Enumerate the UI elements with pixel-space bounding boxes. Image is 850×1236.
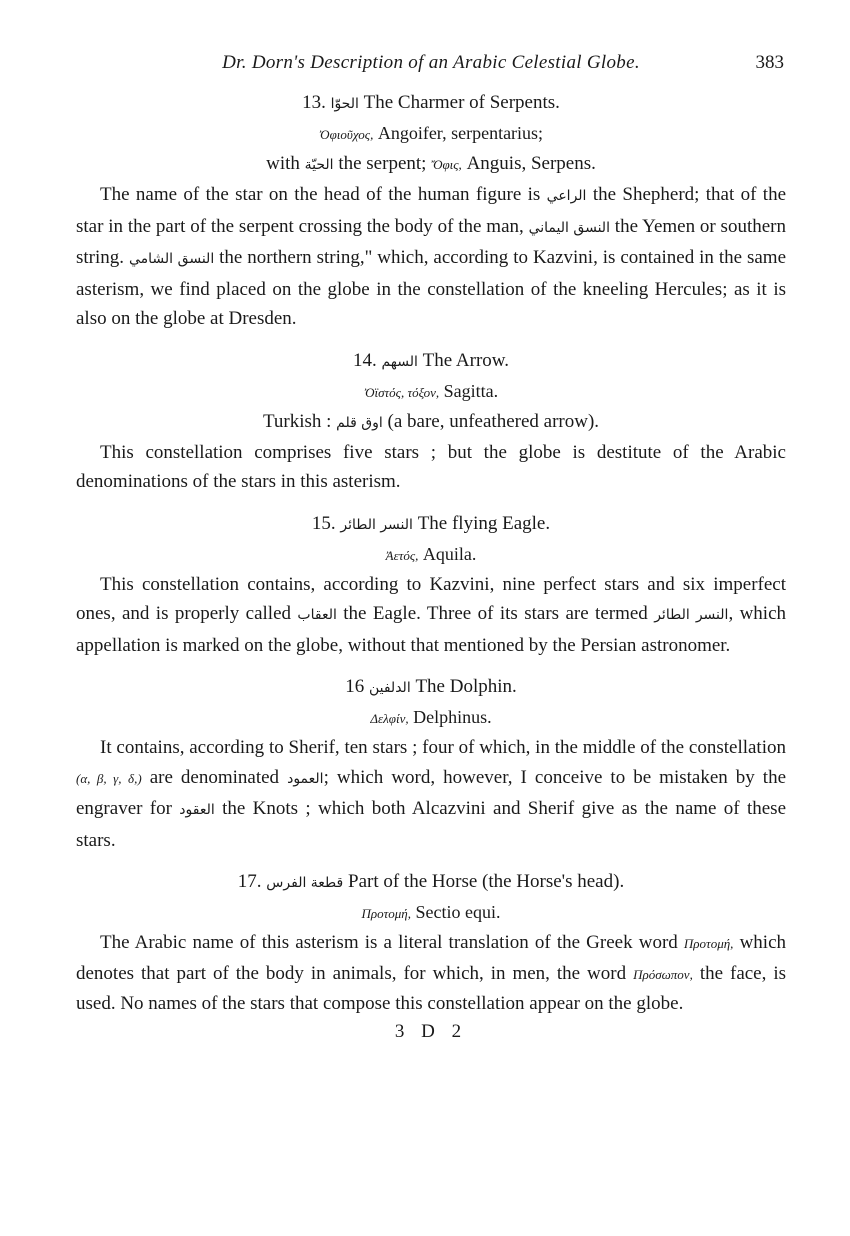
arabic-term: العقاب	[297, 607, 337, 623]
running-title: Dr. Dorn's Description of an Arabic Celestial Globe.	[222, 52, 640, 73]
section-15-paragraph: This constellation contains, according to Kazvini, nine perfect stars and six imperfect ones, and is properly called العقاب the Eagle. Three of its stars are termed النسر الطائر, which appellation is marked on the globe, without that mentioned by the Persian astronomer.	[76, 573, 787, 656]
section-13-title: 13. الحوّا The Charmer of Serpents.	[302, 92, 560, 113]
section-16-greek: Δελφίν, Delphinus.	[370, 707, 492, 727]
running-header	[76, 52, 786, 88]
greek-term: Ὀϊστός, τόξον,	[363, 384, 440, 400]
turkish-term: اوق قلم	[336, 414, 383, 431]
section-16-paragraph: It contains, according to Sherif, ten stars ; four of which, in the middle of the constellation (α, β, γ, δ,) are denominated العمود; which word, however, I conceive to be mistaken by the engraver for العقود the Knots ; which both Alcazvini and Sherif give as the name of these stars.	[76, 737, 787, 851]
section-14-greek: Ὀϊστός, τόξον, Sagitta.	[363, 380, 499, 401]
greek-term: Ὀφιοῦχος,	[318, 127, 374, 142]
arabic-term: النسق اليماني	[528, 219, 610, 236]
arabic-term: العقود	[179, 802, 215, 818]
section-13-greek: Ὀφιοῦχος, Angoifer, serpentarius;	[318, 123, 544, 143]
greek-term: Πρόσωπον,	[633, 966, 693, 982]
page	[76, 52, 786, 1043]
arabic-term: النسر الطائر	[340, 516, 413, 533]
section-14-title: 14. السهم The Arrow.	[352, 349, 510, 371]
signature-mark: 3 D 2	[394, 1020, 468, 1042]
greek-term: Προτομή,	[683, 936, 734, 951]
greek-term: Ἀετός,	[385, 547, 419, 563]
section-13-extra: with الحيّة the serpent; Ὄφις, Anguis, Serpens.	[266, 153, 596, 174]
section-17-paragraph: The Arabic name of this asterism is a literal translation of the Greek word Προτομή, which denotes that part of the body in animals, for which, in men, the word Πρόσωπον, the face, is used. No names of the stars that compose this constellation appear on the globe.	[76, 932, 787, 1014]
arabic-term: الدلفين	[368, 680, 411, 696]
section-17-greek: Προτομή, Sectio equi.	[361, 902, 501, 922]
section-14-paragraph: This constellation comprises five stars ; but the globe is destitute of the Arabic denominations of the stars in this asterism.	[76, 441, 786, 492]
arabic-term: النسق الشامي	[128, 251, 215, 267]
section-15-greek: Ἀετός, Aquila.	[385, 543, 477, 564]
section-17-title: 17. قطعة الفرس Part of the Horse (the Horse's head).	[237, 871, 625, 892]
section-16-title: 16 الدلفين The Dolphin.	[345, 676, 517, 697]
arabic-term: العمود	[287, 770, 324, 787]
arabic-term: السهم	[381, 353, 418, 370]
section-13-paragraph: The name of the star on the head of the human figure is الراعي the Shepherd; that of the star in the part of the serpent crossing the body of the man, النسق اليماني the Yemen or southern string. النسق الشامي the northern string," which, according to Kazvini, is contained in the same asterism, we find placed on the globe in the constellation of the kneeling Hercules; as it is also on the globe at Dresden.	[76, 184, 787, 329]
arabic-term: الراعي	[546, 188, 587, 204]
section-14-turkish: Turkish : اوق قلم (a bare, unfeathered arrow).	[262, 410, 600, 432]
arabic-term: قطعة الفرس	[266, 875, 344, 891]
arabic-term: الحوّا	[330, 96, 359, 112]
page-number: 383	[755, 52, 784, 73]
greek-term: Δελφίν,	[370, 711, 409, 726]
section-15-title: 15. النسر الطائر The flying Eagle.	[311, 512, 551, 534]
greek-term: Ὄφις,	[431, 157, 462, 172]
arabic-term: النسر الطائر	[654, 607, 729, 623]
greek-letters: (α, β, γ, δ,)	[76, 770, 142, 786]
greek-term: Προτομή,	[361, 906, 412, 921]
arabic-term: الحيّة	[304, 157, 334, 173]
